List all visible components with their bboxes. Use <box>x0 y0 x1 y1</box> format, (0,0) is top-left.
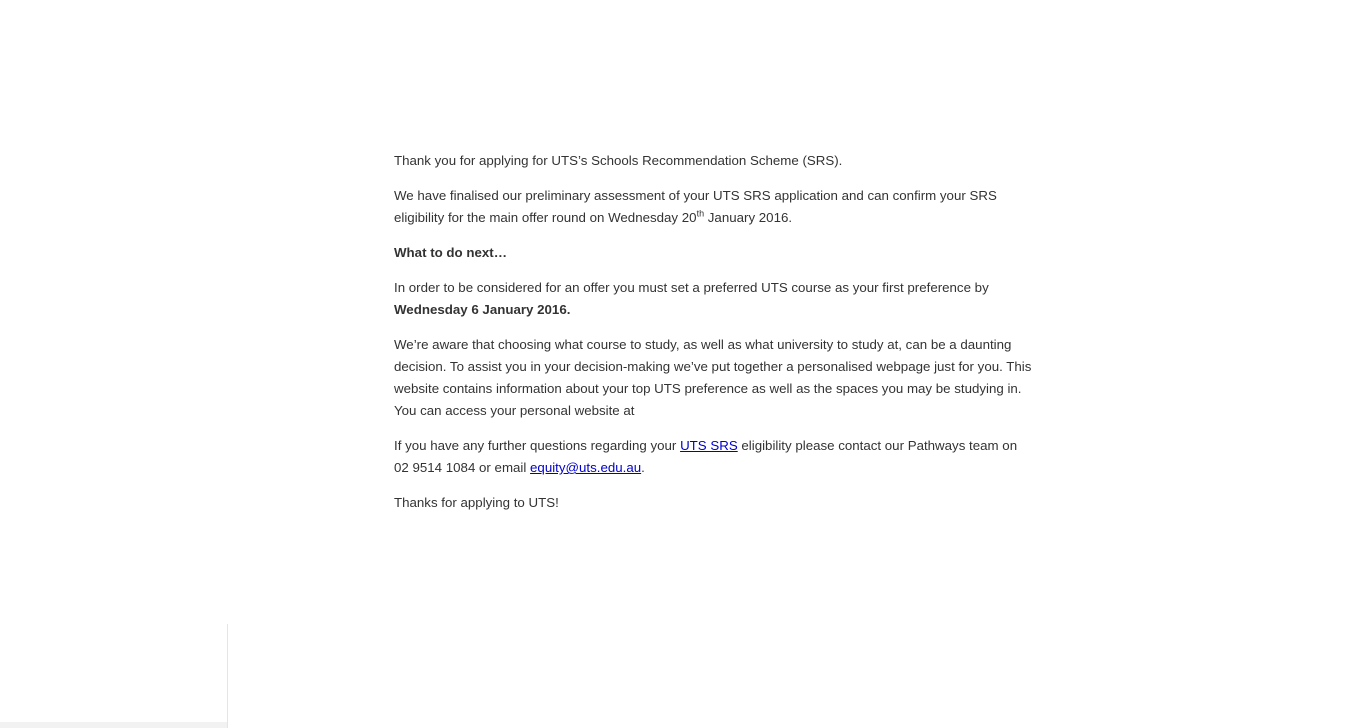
email-paragraph-thanks: Thanks for applying to UTS! <box>394 495 559 510</box>
eligibility-date-tail: January 2016. <box>704 210 793 225</box>
deadline-date: Wednesday 6 January 2016. <box>394 302 571 317</box>
email-body <box>394 150 1034 527</box>
contact-text-end: . <box>641 460 645 475</box>
email-paragraph-eligibility <box>394 185 1034 229</box>
email-paragraph-intro: Thank you for applying for UTS’s Schools Recommendation Scheme (SRS). <box>394 153 843 168</box>
uts-srs-link[interactable]: UTS SRS <box>680 438 738 453</box>
email-paragraph-deadline <box>394 277 1034 321</box>
deadline-text: In order to be considered for an offer you must set a preferred UTS course as your first preference by <box>394 280 989 295</box>
email-paragraph-website: We’re aware that choosing what course to study, as well as what university to study at, can be a daunting decision. To assist you in your decision-making we’ve put together a personalised webpage just for you. This website contains information about your top UTS preference as well as the spaces you may be studying in. You can access your personal website at <box>394 337 1032 418</box>
contact-text: If you have any further questions regarding your <box>394 438 681 453</box>
eligibility-text: We have finalised our preliminary assessment of your UTS SRS application and can confirm your SRS eligibility for the main offer round on Wednesday 20 <box>394 188 997 225</box>
panel-divider <box>227 624 228 728</box>
email-link[interactable]: equity@uts.edu.au <box>530 460 642 475</box>
panel-bottom-strip <box>0 722 227 728</box>
section-heading: What to do next… <box>394 245 508 260</box>
contact-text-middle: eligibility please contact our Pathways team on 02 9514 1084 or email <box>394 438 1018 475</box>
ordinal-suffix: th <box>696 208 705 219</box>
email-paragraph-contact <box>394 435 1034 479</box>
